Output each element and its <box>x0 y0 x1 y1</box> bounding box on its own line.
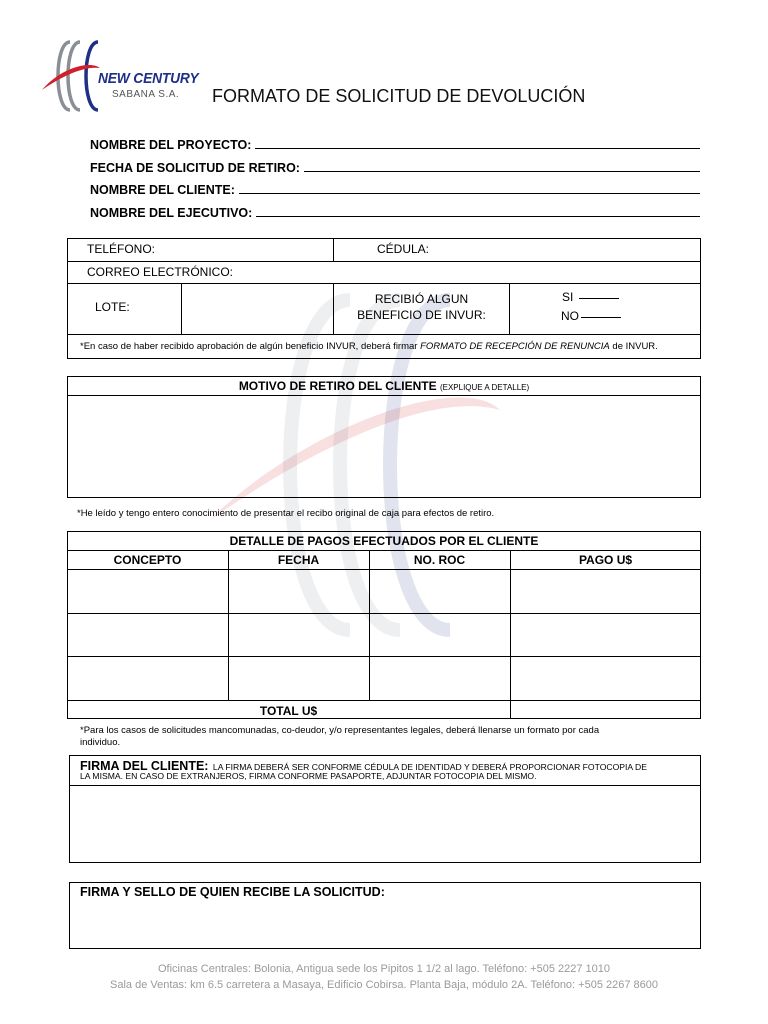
column-header-concept: CONCEPTO <box>113 553 182 567</box>
divider <box>181 283 182 334</box>
client-signature-title: FIRMA DEL CLIENTE: <box>80 759 209 773</box>
id-card-label: CÉDULA: <box>377 242 430 256</box>
reason-subtitle: (EXPLIQUE A DETALLE) <box>439 383 530 392</box>
email-label: CORREO ELECTRÓNICO: <box>87 265 234 279</box>
divider <box>67 550 701 551</box>
field-request-date[interactable] <box>90 157 700 175</box>
reason-title: MOTIVO DE RETIRO DEL CLIENTE <box>238 379 437 393</box>
divider <box>509 283 510 334</box>
payments-title: DETALLE DE PAGOS EFECTUADOS POR EL CLIENTE <box>229 534 539 548</box>
receiver-signature-title: FIRMA Y SELLO DE QUIEN RECIBE LA SOLICITUD: <box>80 885 385 899</box>
field-project[interactable] <box>90 134 700 152</box>
invur-note-form-name: FORMATO DE RECEPCIÓN DE RENUNCIA <box>420 341 610 352</box>
divider <box>67 261 701 262</box>
divider <box>333 238 334 261</box>
benefit-no-label: NO <box>561 309 579 323</box>
table-row[interactable] <box>68 614 700 655</box>
table-row[interactable] <box>68 657 700 699</box>
field-client[interactable] <box>90 179 700 197</box>
invur-note-text: *En caso de haber recibido aprobación de algún beneficio INVUR, deberá firmar <box>80 341 421 352</box>
invur-note <box>80 341 658 352</box>
field-executive-label: NOMBRE DEL EJECUTIVO: <box>90 206 253 220</box>
field-client-line[interactable] <box>239 193 700 194</box>
field-project-line[interactable] <box>255 148 700 149</box>
receipt-note: *He leído y tengo entero conocimiento de presentar el recibo original de caja para efectos de retiro. <box>77 508 495 519</box>
divider <box>67 283 701 284</box>
client-signature-area[interactable] <box>70 786 700 862</box>
divider <box>67 334 701 335</box>
reason-header <box>67 379 701 393</box>
column-header-date: FECHA <box>277 553 320 567</box>
field-client-label: NOMBRE DEL CLIENTE: <box>90 183 235 197</box>
field-executive[interactable] <box>90 202 700 220</box>
phone-label: TELÉFONO: <box>87 242 156 256</box>
client-signature-text-line2: LA MISMA. EN CASO DE EXTRANJEROS, FIRMA CONFORME PASAPORTE, ADJUNTAR FOTOCOPIA DEL MISMO. <box>80 771 537 781</box>
field-request-date-label: FECHA DE SOLICITUD DE RETIRO: <box>90 161 300 175</box>
benefit-label-line1: RECIBIÓ ALGUN <box>374 292 469 306</box>
field-project-label: NOMBRE DEL PROYECTO: <box>90 138 252 152</box>
reason-text-area[interactable] <box>68 396 700 497</box>
benefit-yes-label: SI <box>562 290 574 304</box>
table-row[interactable] <box>68 570 700 612</box>
lot-label: LOTE: <box>95 300 130 314</box>
benefit-no-line[interactable] <box>581 317 621 318</box>
invur-note-suffix: de INVUR. <box>609 341 658 352</box>
benefit-yes-option[interactable] <box>562 290 619 304</box>
total-label: TOTAL U$ <box>259 704 318 718</box>
document-title: FORMATO DE SOLICITUD DE DEVOLUCIÓN <box>212 86 586 106</box>
benefit-no-option[interactable] <box>561 309 621 323</box>
footer-address-line2: Sala de Ventas: km 6.5 carretera a Masaya, Edificio Cobirsa. Planta Baja, módulo 2A. Teléfono: +505 2267 8600 <box>110 979 658 991</box>
column-header-payment: PAGO U$ <box>578 553 633 567</box>
logo-subtitle: SABANA S.A. <box>112 89 180 100</box>
benefit-yes-line[interactable] <box>579 298 619 299</box>
logo-name: NEW CENTURY <box>98 70 199 87</box>
field-executive-line[interactable] <box>256 216 700 217</box>
footer-address-line1: Oficinas Centrales: Bolonia, Antigua sede los Pipitos 1 1/2 al lago. Teléfono: +505 2227 1010 <box>157 963 611 975</box>
client-signature-text-line1: LA FIRMA DEBERÁ SER CONFORME CÉDULA DE IDENTIDAD Y DEBERÁ PROPORCIONAR FOTOCOPIA DE <box>212 762 647 772</box>
column-header-roc: NO. ROC <box>413 553 466 567</box>
joint-request-note-line2: individuo. <box>80 737 121 748</box>
field-request-date-line[interactable] <box>304 171 700 172</box>
total-value-cell[interactable] <box>511 701 700 718</box>
benefit-label-line2: BENEFICIO DE INVUR: <box>357 308 486 322</box>
joint-request-note-line1: *Para los casos de solicitudes mancomunadas, co-deudor, y/o representantes legales, deberá llenarse un formato por cada <box>80 725 600 736</box>
